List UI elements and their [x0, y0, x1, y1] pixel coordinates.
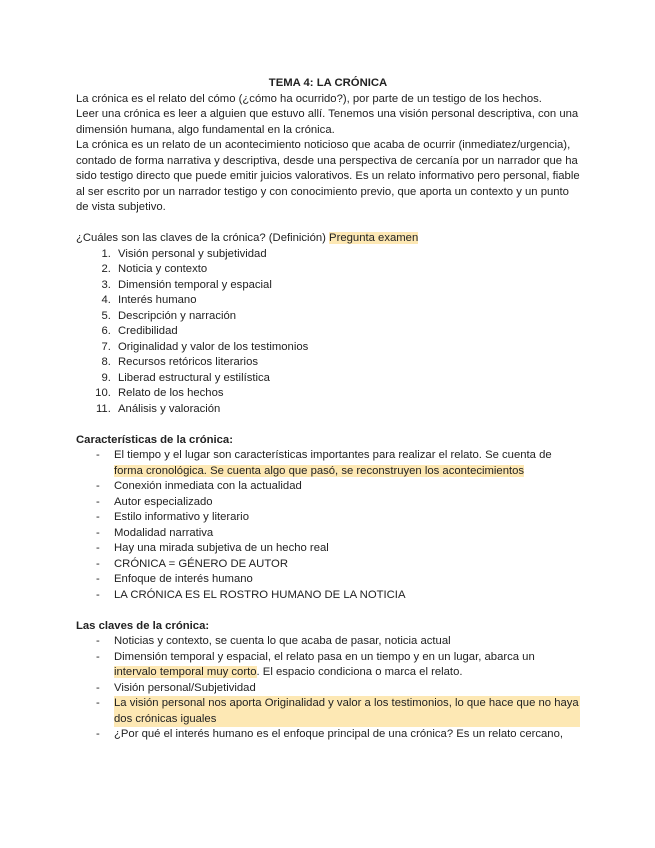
- list-item: 10. Relato de los hechos: [114, 386, 580, 402]
- item-text: Dimensión temporal y espacial, el relato pasa en un tiempo y en un lugar, abarca un: [114, 650, 535, 663]
- caracteristicas-heading: Características de la crónica:: [76, 433, 233, 446]
- document-page: [76, 76, 580, 743]
- list-item: 9. Liberad estructural y estilística: [114, 371, 580, 387]
- list-item: [114, 650, 580, 681]
- list-item: - Conexión inmediata con la actualidad: [114, 479, 580, 495]
- question-line: [76, 231, 580, 247]
- item-highlight: forma cronológica. Se cuenta algo que pasó, se reconstruyen los acontecimientos: [114, 464, 525, 477]
- list-item: - Visión personal/Subjetividad: [114, 681, 580, 697]
- list-item: - Modalidad narrativa: [114, 526, 580, 542]
- caracteristicas-list: [76, 448, 580, 603]
- list-item: 6. Credibilidad: [114, 324, 580, 340]
- list-item: - Enfoque de interés humano: [114, 572, 580, 588]
- list-item-highlighted: - La visión personal nos aporta Originalidad y valor a los testimonios, lo que hace que no haya dos crónicas iguales: [114, 696, 580, 727]
- list-item: 1. Visión personal y subjetividad: [114, 247, 580, 263]
- list-item: 5. Descripción y narración: [114, 309, 580, 325]
- list-item: - Autor especializado: [114, 495, 580, 511]
- item-text-rest: . El espacio condiciona o marca el relato.: [256, 666, 463, 678]
- list-item: 3. Dimensión temporal y espacial: [114, 278, 580, 294]
- intro-paragraph-2: Leer una crónica es leer a alguien que estuvo allí. Tenemos una visión personal descriptiva, con una dimensión humana, algo fundamental en la crónica.: [76, 108, 579, 136]
- list-item: 8. Recursos retóricos literarios: [114, 355, 580, 371]
- spacer: [76, 603, 580, 619]
- spacer: [76, 216, 580, 232]
- spacer: [76, 417, 580, 433]
- list-item: 4. Interés humano: [114, 293, 580, 309]
- list-item: - Noticias y contexto, se cuenta lo que acaba de pasar, noticia actual: [114, 634, 580, 650]
- item-highlight: intervalo temporal muy corto: [114, 666, 257, 678]
- claves-numbered-list: [76, 247, 580, 418]
- list-item: [114, 448, 580, 479]
- intro-paragraph-3: La crónica es un relato de un acontecimiento noticioso que acaba de ocurrir (inmediatez/urgencia), contado de forma narrativa y descriptiva, desde una perspectiva de cercanía por un narrador que ha sido testigo directo que puede emitir juicios valorativos. Es un relato informativo pero personal, fiable al ser escrito por un narrador testigo y con conocimiento previo, que aporta un contexto y un punto de vista subjetivo.: [76, 139, 580, 213]
- list-item: 7. Originalidad y valor de los testimonios: [114, 340, 580, 356]
- item-text: El tiempo y el lugar son características importantes para realizar el relato. Se cuenta de: [114, 449, 552, 461]
- list-item: - Estilo informativo y literario: [114, 510, 580, 526]
- list-item: 2. Noticia y contexto: [114, 262, 580, 278]
- list-item: 11. Análisis y valoración: [114, 402, 580, 418]
- claves-heading: Las claves de la crónica:: [76, 619, 210, 632]
- list-item: - ¿Por qué el interés humano es el enfoque principal de una crónica? Es un relato cercano,: [114, 727, 580, 743]
- intro-paragraph-1: La crónica es el relato del cómo (¿cómo ha ocurrido?), por parte de un testigo de los hechos.: [76, 92, 542, 105]
- claves-list: [76, 634, 580, 743]
- document-title: TEMA 4: LA CRÓNICA: [268, 77, 388, 89]
- question-text: ¿Cuáles son las claves de la crónica? (Definición): [76, 232, 330, 244]
- list-item: - CRÓNICA = GÉNERO DE AUTOR: [114, 557, 580, 573]
- list-item: - LA CRÓNICA ES EL ROSTRO HUMANO DE LA NOTICIA: [114, 588, 580, 604]
- list-item: - Hay una mirada subjetiva de un hecho real: [114, 541, 580, 557]
- exam-highlight: Pregunta examen: [329, 232, 419, 244]
